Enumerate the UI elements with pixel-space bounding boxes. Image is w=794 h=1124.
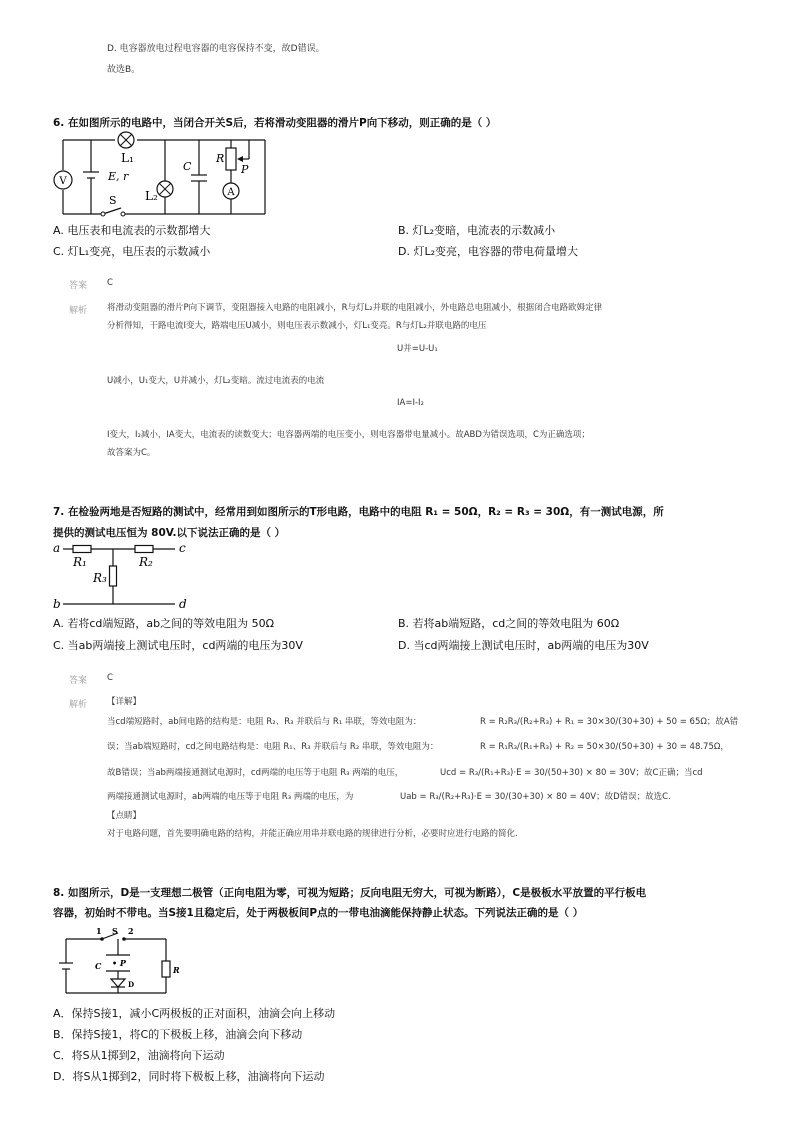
r1-label: R₁ [73,555,87,569]
q8-option-d[interactable]: D．将S从1掷到2，同时将下极板上移，油滴将向下运动 [53,1070,325,1083]
q6-answer: C [107,278,113,288]
q8-stem-line1: 8. 如图所示，D是一支理想二极管（正向电阻为零，可视为短路；反向电阻无穷大，可视为断路），C是极板水平放置的平行板电 [53,887,647,899]
q6-answer-label: 答案 [69,281,88,291]
point-p-label: • P [112,958,126,968]
q6-stem: 6. 在如图所示的电路中，当闭合开关S后，若将滑动变阻器的滑片P向下移动，则正确的是（ ） [53,117,497,129]
q7-option-a[interactable]: A. 若将cd端短路，ab之间的等效电阻为 50Ω [53,617,274,630]
capacitor-c-label: C [95,961,102,971]
q7-analysis-a4: 两端接通测试电源时，ab两端的电压等于电阻 R₃ 两端的电压，为 [107,792,354,802]
q7-stem-line1: 7. 在检验两地是否短路的测试中，经常用到如图所示的T形电路，电路中的电阻 R₁ = 50Ω，R₂ = R₃ = 30Ω，有一测试电源，所 [53,506,664,518]
q8-option-c[interactable]: C．将S从1掷到2，油滴将向下运动 [53,1049,225,1062]
q6-circuit-diagram [53,128,273,220]
q7-option-d[interactable]: D. 当cd两端接上测试电压时，ab两端的电压为30V [398,639,649,652]
capacitor-label: C [183,160,192,173]
q6-analysis-line4: I变大，I₂减小，IA变大，电流表的读数变大；电容器两端的电压变小，则电容器带电量减小。故ABD为错误选项，C为正确选项； [107,430,590,440]
resistor-r-label: R [173,965,180,975]
q7-analysis-a3: 故B错误；当ab两端接通测试电源时，cd两端的电压等于电阻 R₃ 两端的电压， [107,768,404,778]
l1-label: L₁ [121,151,134,165]
prev-option-d: D. 电容器放电过程电容器的电容保持不变，故D错误。 [107,44,325,54]
prev-answer: 故选B。 [107,65,141,75]
q7-detail-heading: 【详解】 [107,697,142,707]
node-b: b [53,597,61,611]
q7-answer-label: 答案 [69,676,88,686]
switch-label: S [109,194,117,207]
diode-d-label: D [128,980,135,989]
l2-label: L₂ [145,189,158,203]
q7-comment-text: 对于电路问题，首先要明确电路的结构，并能正确应用串并联电路的规律进行分析，必要时应进行电路的简化. [107,829,518,839]
q6-option-c[interactable]: C. 灯L₁变亮，电压表的示数减小 [53,245,211,258]
q8-option-b[interactable]: B．保持S接1，将C的下极板上移，油滴会向下移动 [53,1028,303,1041]
q6-analysis-line3: U减小，U₁变大，U并减小，灯L₂变暗。流过电流表的电流 [107,376,325,386]
q7-analysis-label: 解析 [69,700,88,710]
q7-option-c[interactable]: C. 当ab两端接上测试电压时，cd两端的电压为30V [53,639,303,652]
terminal-1-label: 1 [96,926,102,936]
q8-option-a[interactable]: A．保持S接1，减小C两极板的正对面积，油滴会向上移动 [53,1007,336,1020]
rheostat-label: R [216,152,225,165]
node-d: d [179,597,187,611]
q7-comment-heading: 【点睛】 [107,811,142,821]
q6-analysis-line1: 将滑动变阻器的滑片P向下调节，变阻器接入电路的电阻减小，R与灯L₂并联的电阻减小，外电路总电阻减小，根据闭合电路欧姆定律 [107,303,603,313]
slider-label: P [241,163,249,176]
q6-option-d[interactable]: D. 灯L₂变亮，电容器的带电荷量增大 [398,245,579,258]
q6-analysis-line2: 分析得知，干路电流I变大，路端电压U减小，则电压表示数减小，灯L₁变亮。R与灯L₂并联电路的电压 [107,321,487,331]
node-c: c [179,541,186,555]
q7-t-circuit-diagram [53,538,203,614]
q7-analysis-a2-eq: R = R₁R₃/(R₁+R₃) + R₂ = 50×30/(50+30) + 30 = 48.75Ω， [480,742,729,752]
q7-analysis-a1: 当cd端短路时，ab间电路的结构是：电阻 R₂、R₃ 并联后与 R₁ 串联，等效电阻为： [107,717,422,727]
q7-stem-line2: 提供的测试电压恒为 80V.以下说法正确的是（ ） [53,527,286,539]
q8-circuit-diagram [58,925,183,1000]
q7-analysis-a1-eq: R = R₂R₃/(R₂+R₃) + R₁ = 30×30/(30+30) + 50 = 65Ω；故A错 [480,717,739,727]
node-a: a [53,541,61,555]
emf-label: E, r [108,170,129,183]
q6-analysis-line5: 故答案为C。 [107,448,156,458]
ammeter-label: A [227,187,235,198]
q7-analysis-a3-eq: Ucd = R₃/(R₁+R₃)·E = 30/(50+30) × 80 = 30V；故C正确；当cd [440,768,703,778]
q7-answer: C [107,673,113,683]
r3-label: R₃ [93,571,107,585]
q6-analysis-label: 解析 [69,306,88,316]
terminal-2-label: 2 [128,926,134,936]
q7-option-b[interactable]: B. 若将ab端短路，cd之间的等效电阻为 60Ω [398,617,620,630]
q8-stem-line2: 容器，初始时不带电。当S接1且稳定后，处于两极板间P点的一带电油滴能保持静止状态。下列说法正确的是（ ） [53,907,584,919]
q6-option-b[interactable]: B. 灯L₂变暗，电流表的示数减小 [398,224,556,237]
q7-analysis-a4-eq: Uab = R₃/(R₂+R₃)·E = 30/(30+30) × 80 = 40V；故D错误；故选C. [400,792,671,802]
q7-analysis-a2: 误；当ab端短路时，cd之间电路结构是：电阻 R₁、R₃ 并联后与 R₂ 串联，等效电阻为： [107,742,439,752]
switch-s-label: S [112,926,118,936]
r2-label: R₂ [139,555,153,569]
q6-eq1: U并=U-U₁ [397,344,438,354]
q6-option-a[interactable]: A. 电压表和电流表的示数都增大 [53,224,211,237]
q6-eq2: IA=I-I₂ [397,398,424,408]
voltmeter-label: V [59,176,67,187]
